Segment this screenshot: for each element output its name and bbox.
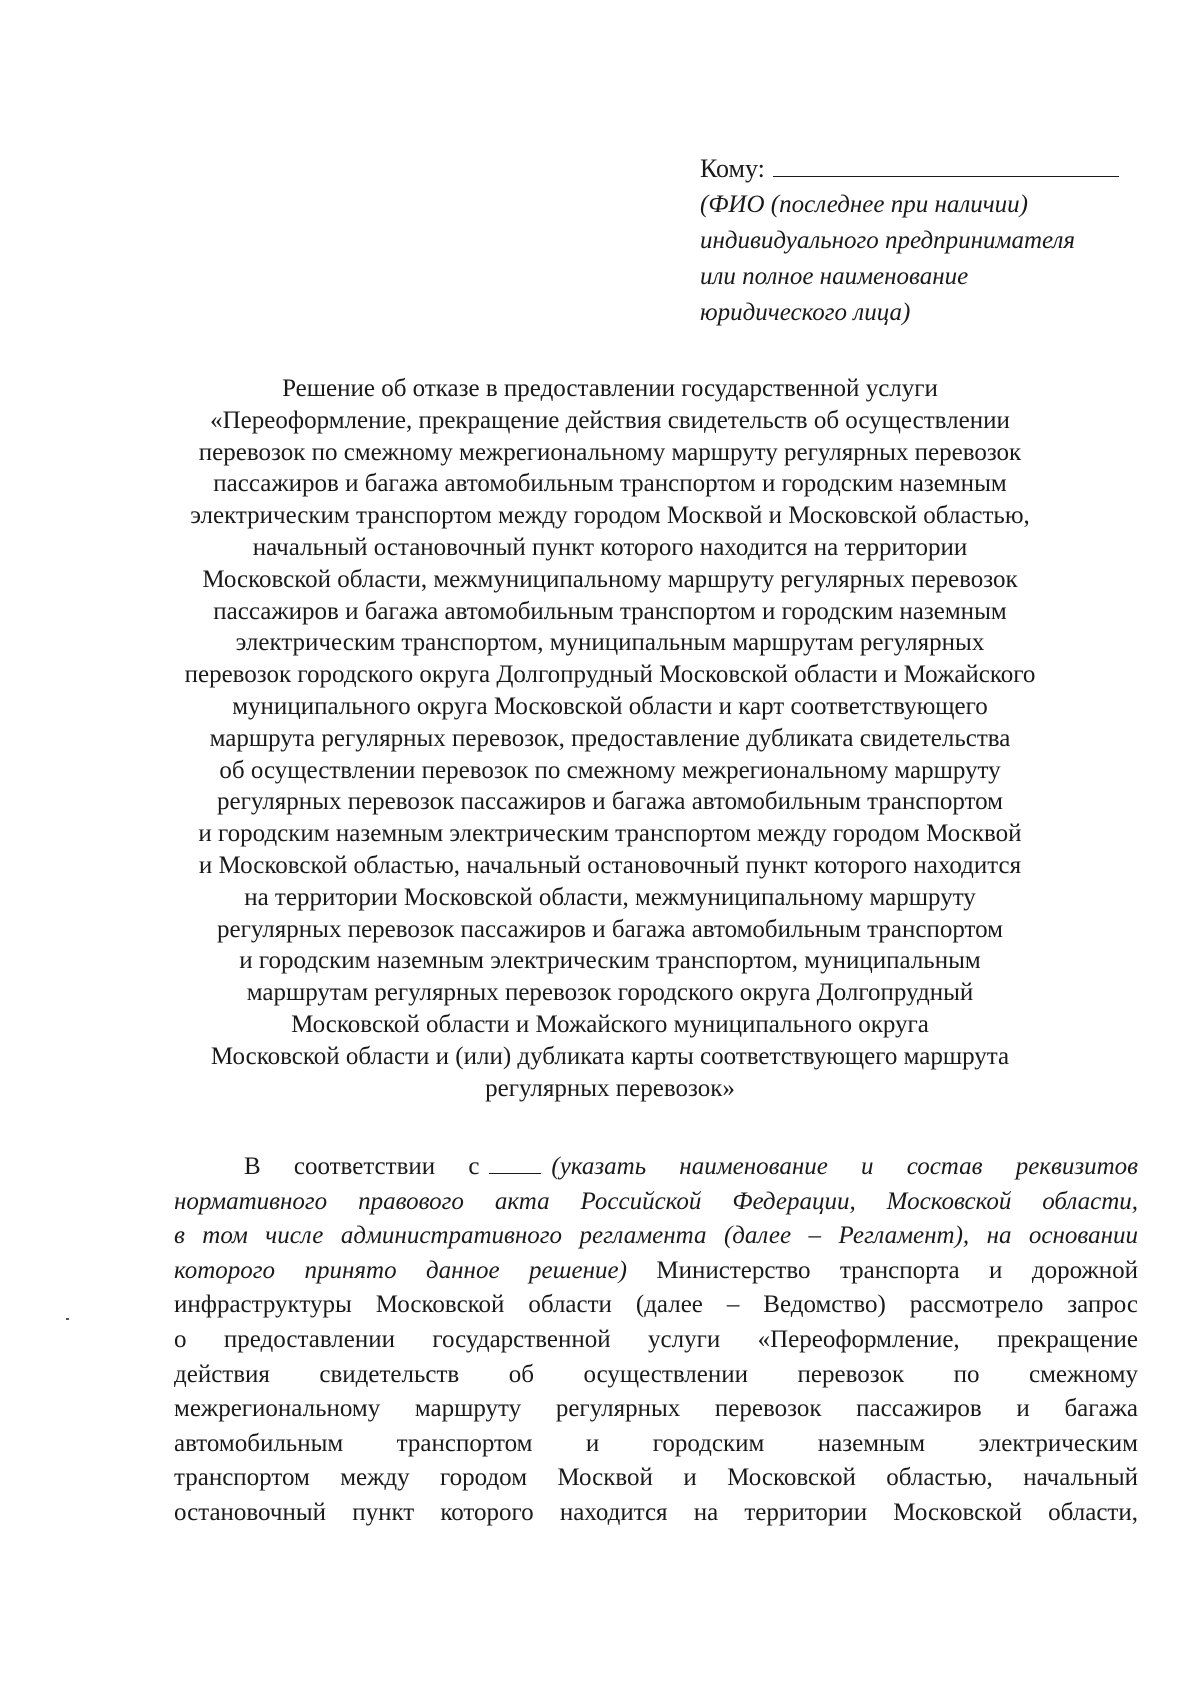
addressee-hint-line: юридического лица) bbox=[700, 299, 911, 326]
addressee-hint bbox=[700, 187, 1150, 331]
decision-title bbox=[150, 373, 1070, 1104]
title-line: регулярных перевозок пассажиров и багажа автомобильным транспортом bbox=[217, 788, 1003, 816]
body-prefix: В соответствии с bbox=[244, 1153, 480, 1180]
body-italic-hint: в том числе административного регламента (далее – Регламент), на основании bbox=[174, 1222, 1138, 1250]
title-line: Московской области и Можайского муниципального округа bbox=[291, 1010, 929, 1038]
body-line bbox=[174, 1219, 1138, 1254]
title-line: регулярных перевозок пассажиров и багажа автомобильным транспортом bbox=[217, 915, 1003, 943]
addressee-blank-line bbox=[773, 152, 1119, 177]
body-line: автомобильным транспортом и городским наземным электрическим bbox=[174, 1429, 1138, 1457]
body-line bbox=[174, 1185, 1138, 1220]
body-paragraph bbox=[174, 1150, 1138, 1531]
title-line: и городским наземным электрическим транспортом, муниципальным bbox=[239, 947, 981, 975]
body-line: транспортом между городом Москвой и Московской областью, начальный bbox=[174, 1464, 1138, 1492]
title-line: пассажиров и багажа автомобильным транспортом и городским наземным bbox=[213, 470, 1007, 498]
addressee-hint-line: индивидуального предпринимателя bbox=[700, 227, 1076, 254]
addressee-to-line bbox=[700, 151, 1150, 187]
title-line: маршрута регулярных перевозок, предоставление дубликата свидетельства bbox=[209, 724, 1011, 752]
title-line: Московской области и (или) дубликата карты соответствующего маршрута bbox=[210, 1042, 1010, 1070]
title-line: маршрутам регулярных перевозок городского округа Долгопрудный bbox=[246, 979, 974, 1007]
body-italic-hint: которого принято данное решение) bbox=[174, 1256, 627, 1284]
body-line bbox=[174, 1254, 1138, 1289]
title-line: «Переоформление, прекращение действия свидетельств об осуществлении bbox=[210, 406, 1010, 434]
addressee-to-label: Кому: bbox=[700, 154, 765, 183]
title-line: Московской области, межмуниципальному маршруту регулярных перевозок bbox=[202, 565, 1018, 593]
title-line: Решение об отказе в предоставлении государственной услуги bbox=[282, 375, 938, 402]
reference-blank-line bbox=[489, 1151, 541, 1174]
title-line: электрическим транспортом, муниципальным маршрутам регулярных bbox=[235, 629, 985, 657]
title-line: и Московской областью, начальный остановочный пункт которого находится bbox=[198, 851, 1022, 879]
body-text-segment: Министерство транспорта и дорожной bbox=[656, 1256, 1138, 1284]
addressee-block bbox=[700, 151, 1150, 331]
title-line: на территории Московской области, межмуниципальному маршруту bbox=[244, 883, 976, 911]
title-line: перевозок по смежному межрегиональному маршруту регулярных перевозок bbox=[198, 438, 1022, 466]
scan-speck bbox=[66, 1318, 69, 1320]
title-line: пассажиров и багажа автомобильным транспортом и городским наземным bbox=[213, 597, 1007, 625]
body-line bbox=[174, 1150, 1138, 1185]
title-line: муниципального округа Московской области и карт соответствующего bbox=[232, 692, 988, 720]
body-italic-hint: (указать наименование и состав реквизитов bbox=[551, 1153, 1138, 1180]
title-line: регулярных перевозок» bbox=[485, 1074, 735, 1102]
title-line: об осуществлении перевозок по смежному межрегиональному маршруту bbox=[219, 756, 1001, 784]
body-line: действия свидетельств об осуществлении перевозок по смежному bbox=[174, 1360, 1138, 1388]
body-line: инфраструктуры Московской области (далее – Ведомство) рассмотрело запрос bbox=[174, 1291, 1138, 1319]
body-italic-hint: нормативного правового акта Российской Федерации, Московской области, bbox=[174, 1187, 1138, 1215]
body-line: остановочный пункт которого находится на территории Московской области, bbox=[174, 1498, 1138, 1526]
title-line: начальный остановочный пункт которого находится на территории bbox=[252, 533, 968, 561]
title-line: и городским наземным электрическим транспортом между городом Москвой bbox=[198, 820, 1022, 848]
body-line: о предоставлении государственной услуги «Переоформление, прекращение bbox=[174, 1325, 1138, 1353]
title-line: электрическим транспортом между городом Москвой и Московской областью, bbox=[190, 502, 1030, 530]
addressee-hint-line: (ФИО (последнее при наличии) bbox=[700, 191, 1029, 218]
title-line: перевозок городского округа Долгопрудный Московской области и Можайского bbox=[184, 661, 1036, 689]
body-line: межрегиональному маршруту регулярных перевозок пассажиров и багажа bbox=[174, 1395, 1138, 1423]
addressee-hint-line: или полное наименование bbox=[700, 263, 969, 290]
